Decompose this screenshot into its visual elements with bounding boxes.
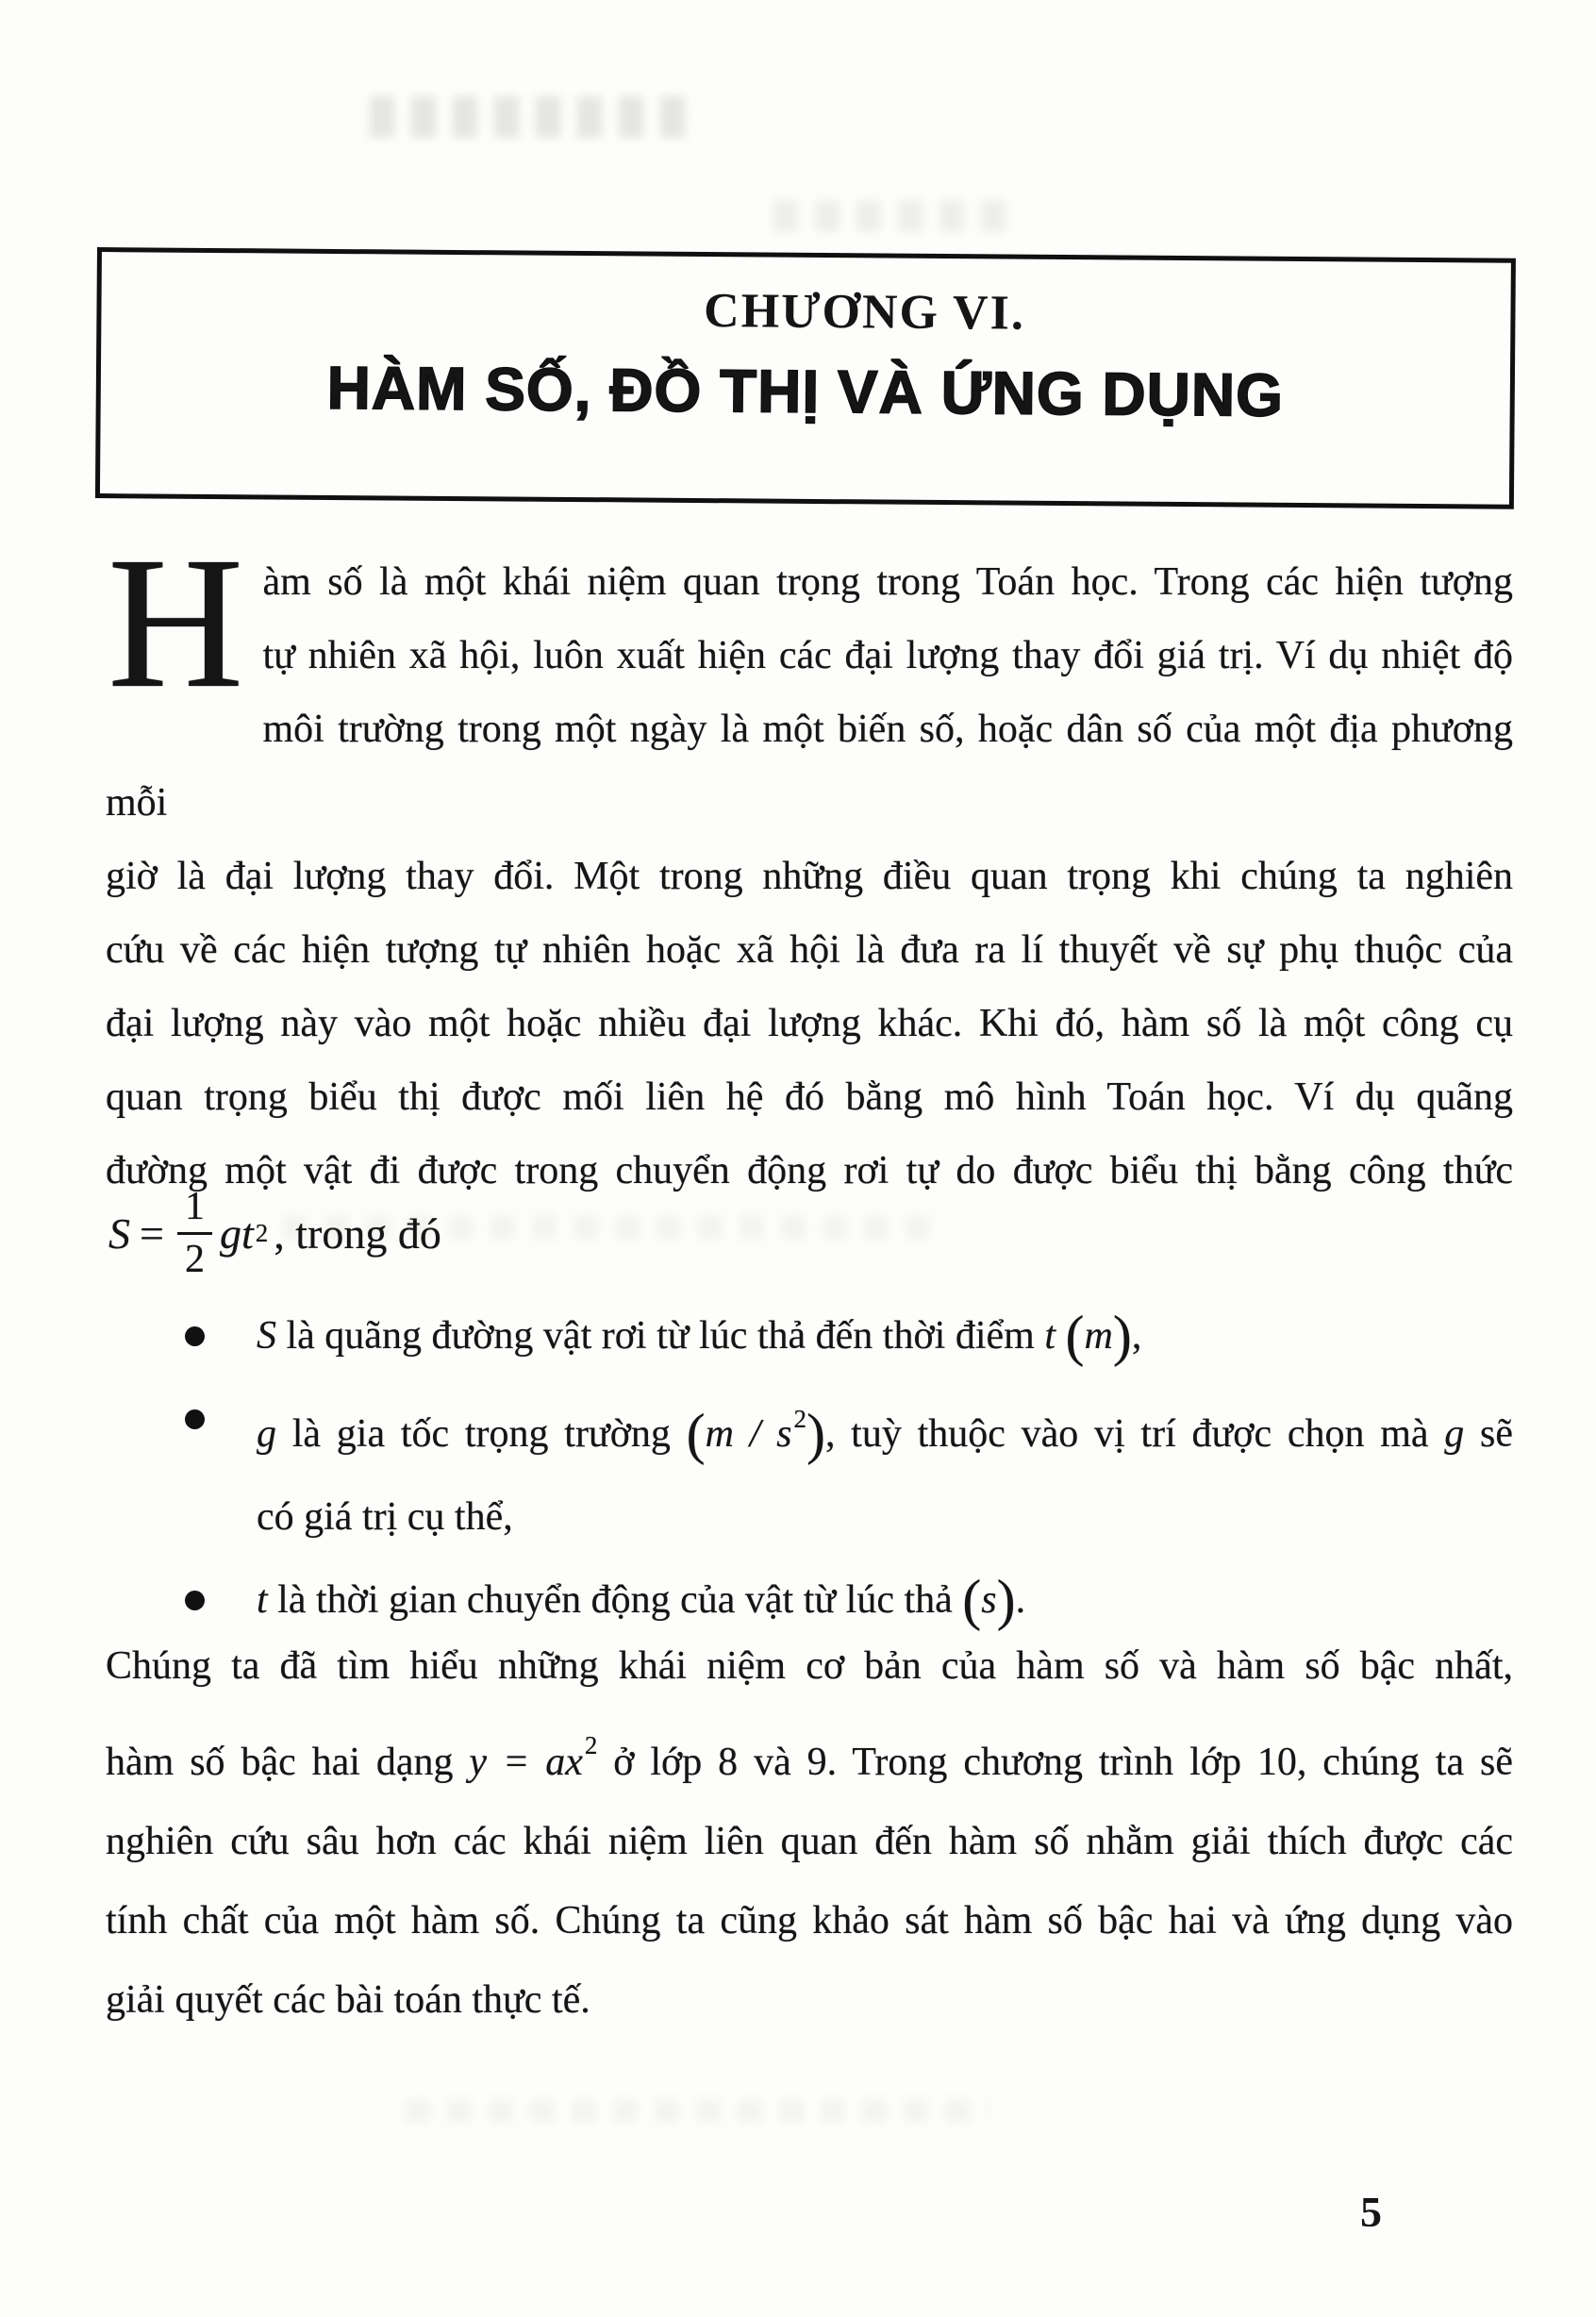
formula-fraction (177, 1184, 212, 1282)
closing-paragraph (106, 1626, 1513, 2040)
chapter-heading-box (95, 247, 1516, 509)
bullet-line: g là gia tốc trọng trường $(m / s^2)$, tuỳ thuộc vào vị trí được chọn mà g sẽ (257, 1403, 1513, 1465)
body-line: hàm số bậc hai dạng $y = ax^2$ ở lớp 8 và 9. Trong chương trình lớp 10, chúng ta sẽ (106, 1731, 1514, 1784)
body-line: nghiên cứu sâu hơn các khái niệm liên quan đến hàm số nhằm giải thích được các (106, 1820, 1513, 1863)
chapter-title: HÀM SỐ, ĐỒ THỊ VÀ ỨNG DỤNG (326, 353, 1285, 429)
body-line: đường một vật đi được trong chuyển động rơi tự do được biểu thị bằng công thức (106, 1149, 1513, 1192)
body-line: đại lượng này vào một hoặc nhiều đại lượng khác. Khi đó, hàm số là một công cụ (106, 1002, 1513, 1045)
bullet-line: S là quãng đường vật rơi từ lúc thả đến thời điểm t (m), (257, 1305, 1142, 1367)
formula-lhs: S (108, 1209, 130, 1258)
drop-cap: H (108, 519, 244, 727)
fraction-numerator: 1 (177, 1184, 212, 1234)
chapter-kicker: CHƯƠNG VI. (703, 284, 1026, 341)
body-line: Chúng ta đã tìm hiểu những khái niệm cơ bản của hàm số và hàm số bậc nhất, (106, 1644, 1513, 1688)
equals-sign: = (140, 1209, 164, 1258)
body-line: giải quyết các bài toán thực tế. (106, 1978, 590, 2022)
body-line: môi trường trong một ngày là một biến số, hoặc dân số của một địa phương mỗi (106, 708, 1513, 825)
formula-exponent: 2 (255, 1218, 269, 1247)
bullet-dot (185, 1409, 205, 1429)
intro-paragraph (106, 519, 1513, 1208)
bullet-item (106, 1377, 1513, 1559)
scan-artifact (370, 96, 690, 138)
bullet-list (106, 1294, 1513, 1642)
bullet-line: có giá trị cụ thể, (257, 1495, 513, 1539)
body-line: tự nhiên xã hội, luôn xuất hiện các đại lượng thay đổi giá trị. Ví dụ nhiệt độ (262, 634, 1513, 677)
body-line: àm số là một khái niệm quan trọng trong Toán học. Trong các hiện tượng (262, 560, 1513, 604)
bullet-dot (185, 1326, 205, 1346)
bullet-line: t là thời gian chuyển động của vật từ lúc thả (s). (257, 1569, 1026, 1631)
body-line: giờ là đại lượng thay đổi. Một trong những điều quan trọng khi chúng ta nghiên (106, 855, 1513, 898)
bullet-item (106, 1294, 1513, 1377)
page-number: 5 (1360, 2188, 1382, 2236)
body-line: tính chất của một hàm số. Chúng ta cũng khảo sát hàm số bậc hai và ứng dụng vào (106, 1899, 1513, 1942)
scan-artifact (773, 200, 1009, 232)
formula-body: gt (219, 1209, 254, 1258)
formula (108, 1162, 441, 1304)
body-line: cứu về các hiện tượng tự nhiên hoặc xã hội là đưa ra lí thuyết về sự phụ thuộc của (106, 928, 1513, 972)
formula-tail: , trong đó (274, 1209, 441, 1258)
scan-artifact (406, 2100, 990, 2123)
bullet-dot (185, 1591, 205, 1610)
body-line: quan trọng biểu thị được mối liên hệ đó bằng mô hình Toán học. Ví dụ quãng (106, 1075, 1513, 1119)
fraction-denominator: 2 (184, 1237, 205, 1281)
